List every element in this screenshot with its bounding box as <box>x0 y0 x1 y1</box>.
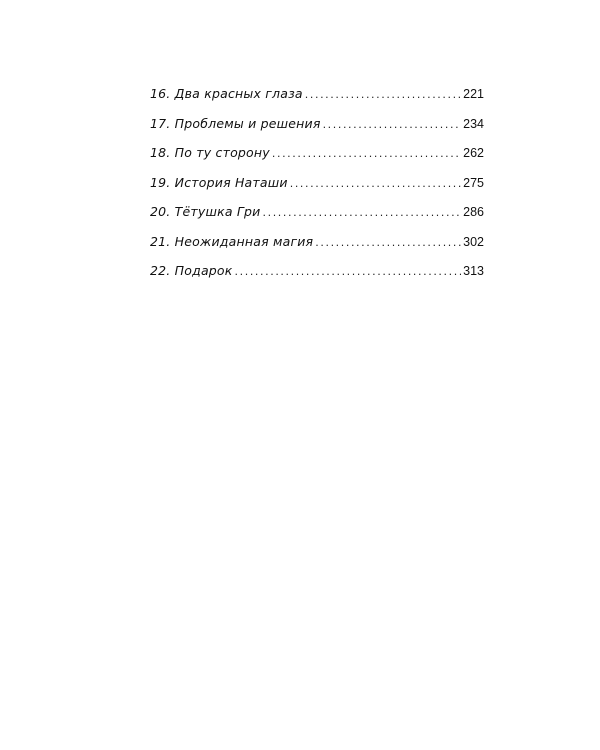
dot-leader <box>305 89 461 100</box>
toc-entry-22 <box>150 265 484 295</box>
toc-entry-21 <box>150 233 484 266</box>
toc-entry-16 <box>150 88 484 118</box>
dot-leader <box>272 148 461 159</box>
toc-entry-page: 286 <box>463 205 484 219</box>
toc-entry-title: 17. Проблемы и решения <box>150 115 321 131</box>
dot-leader <box>235 266 462 277</box>
toc-entry-title: 20. Тётушка Гри <box>150 204 261 219</box>
toc-entry-page: 234 <box>463 116 484 131</box>
toc-entry-page: 221 <box>463 87 484 101</box>
dot-leader <box>263 207 462 218</box>
toc-entry-page: 313 <box>463 264 484 278</box>
toc-entry-title: 21. Неожиданная магия <box>150 233 314 249</box>
toc-entry-19 <box>150 174 484 207</box>
toc-entry-title: 18. По ту сторону <box>150 145 270 160</box>
toc-entry-title: 22. Подарок <box>150 263 233 278</box>
toc-entry-title: 19. История Наташи <box>150 174 288 190</box>
toc-entry-17 <box>150 115 484 148</box>
table-of-contents <box>150 88 484 295</box>
toc-entry-18 <box>150 147 484 177</box>
toc-entry-page: 262 <box>463 146 484 160</box>
dot-leader <box>315 237 461 248</box>
toc-entry-page: 275 <box>463 175 484 190</box>
toc-entry-title: 16. Два красных глаза <box>150 86 303 101</box>
dot-leader <box>323 119 462 130</box>
toc-entry-20 <box>150 206 484 236</box>
dot-leader <box>290 178 461 189</box>
toc-entry-page: 302 <box>463 234 484 249</box>
